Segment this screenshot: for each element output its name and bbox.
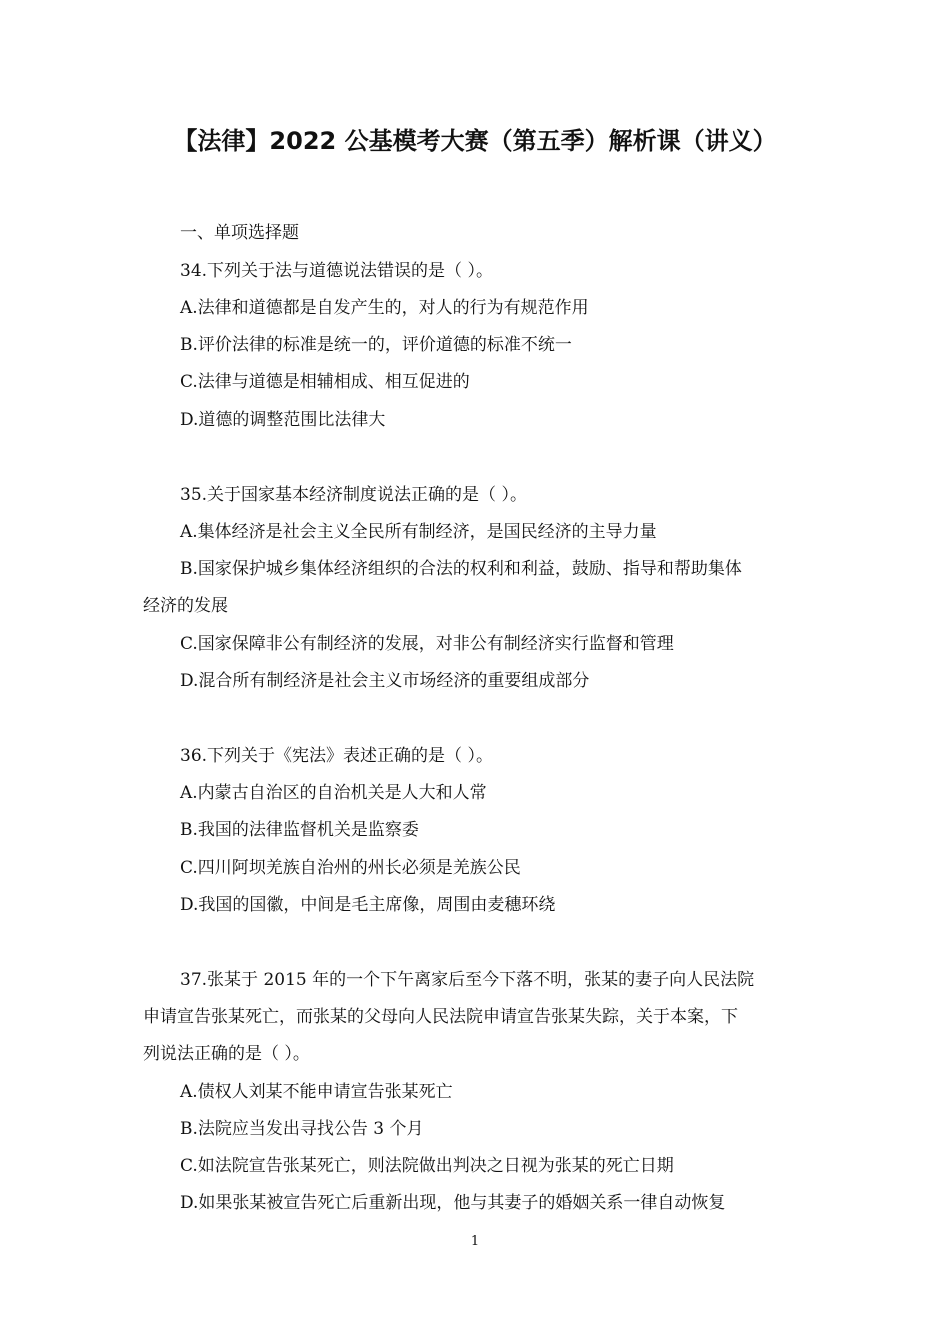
question-36-option-d: D.我国的国徽，中间是毛主席像，周围由麦穗环绕 bbox=[180, 895, 556, 915]
question-34-option-a: A.法律和道德都是自发产生的，对人的行为有规范作用 bbox=[180, 298, 589, 318]
question-35-option-d: D.混合所有制经济是社会主义市场经济的重要组成部分 bbox=[180, 671, 590, 691]
question-35-option-c: C.国家保障非公有制经济的发展，对非公有制经济实行监督和管理 bbox=[180, 634, 674, 654]
question-35-option-b: B.国家保护城乡集体经济组织的合法的权利和利益，鼓励、指导和帮助集体 bbox=[180, 559, 742, 579]
question-34-option-c: C.法律与道德是相辅相成、相互促进的 bbox=[180, 372, 470, 392]
question-35-stem: 35.关于国家基本经济制度说法正确的是（ ）。 bbox=[180, 485, 527, 505]
question-36-stem: 36.下列关于《宪法》表述正确的是（ ）。 bbox=[180, 746, 493, 766]
document-title: 【法律】2022 公基模考大赛（第五季）解析课（讲义） bbox=[173, 127, 777, 155]
question-37-option-c: C.如法院宣告张某死亡，则法院做出判决之日视为张某的死亡日期 bbox=[180, 1156, 674, 1176]
page-number: 1 bbox=[470, 1234, 480, 1249]
question-34-stem: 34.下列关于法与道德说法错误的是（ ）。 bbox=[180, 261, 493, 281]
question-36-option-b: B.我国的法律监督机关是监察委 bbox=[180, 820, 419, 840]
question-34-option-d: D.道德的调整范围比法律大 bbox=[180, 410, 386, 430]
question-34-option-b: B.评价法律的标准是统一的，评价道德的标准不统一 bbox=[180, 335, 572, 355]
question-37-option-b: B.法院应当发出寻找公告 3 个月 bbox=[180, 1119, 424, 1139]
question-37-stem-line-3: 列说法正确的是（ ）。 bbox=[143, 1044, 310, 1064]
question-35-option-a: A.集体经济是社会主义全民所有制经济，是国民经济的主导力量 bbox=[180, 522, 657, 542]
question-36-option-c: C.四川阿坝羌族自治州的州长必须是羌族公民 bbox=[180, 858, 521, 878]
section-heading: 一、单项选择题 bbox=[180, 223, 299, 243]
question-37-option-a: A.债权人刘某不能申请宣告张某死亡 bbox=[180, 1082, 453, 1102]
question-37-option-d: D.如果张某被宣告死亡后重新出现，他与其妻子的婚姻关系一律自动恢复 bbox=[180, 1193, 726, 1213]
question-36-option-a: A.内蒙古自治区的自治机关是人大和人常 bbox=[180, 783, 487, 803]
question-35-option-b-continued: 经济的发展 bbox=[143, 596, 228, 616]
question-37-stem-line-1: 37.张某于 2015 年的一个下午离家后至今下落不明，张某的妻子向人民法院 bbox=[180, 970, 755, 990]
question-37-stem-line-2: 申请宣告张某死亡，而张某的父母向人民法院申请宣告张某失踪，关于本案，下 bbox=[143, 1007, 738, 1027]
